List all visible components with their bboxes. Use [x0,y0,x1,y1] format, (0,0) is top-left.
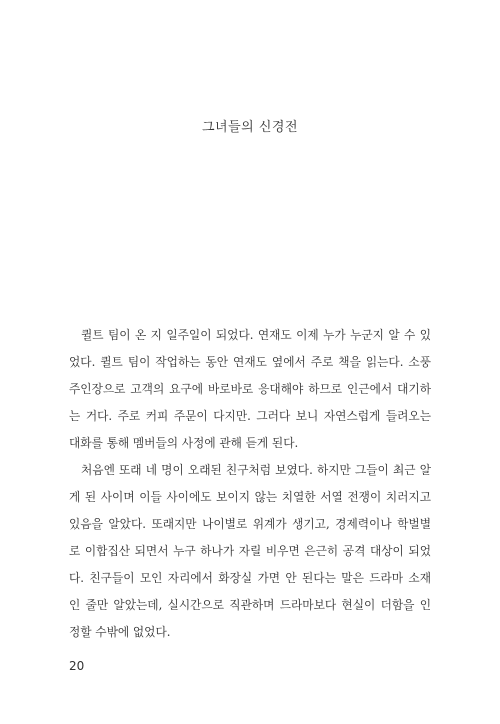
chapter-title: 그녀들의 신경전 [201,120,299,135]
body-text [69,322,431,646]
text-line: 있음을 알았다. 또래지만 나이별로 위계가 생기고, 경제력이나 학벌별 [69,517,431,531]
text-line: 인 줄만 알았는데, 실시간으로 직관하며 드라마보다 현실이 더함을 인 [69,598,431,612]
page-number: 20 [69,659,85,673]
text-line: 퀼트 팀이 온 지 일주일이 되었다. 연재도 이제 누가 누군지 알 수 있 [81,328,431,342]
text-line: 처음엔 또래 네 명이 오래된 친구처럼 보였다. 하지만 그들이 최근 알 [81,463,431,477]
text-line: 대화를 통해 멤버들의 사정에 관해 듣게 된다. [69,436,299,450]
text-line: 정할 수밖에 없었다. [69,625,171,639]
text-line: 게 된 사이며 이들 사이에도 보이지 않는 치열한 서열 전쟁이 치러지고 [69,490,431,504]
text-line: 주인장으로 고객의 요구에 바로바로 응대해야 하므로 인근에서 대기하 [69,382,431,396]
text-line: 다. 친구들이 모인 자리에서 화장실 가면 안 된다는 말은 드라마 소재 [69,571,431,585]
text-line: 는 거다. 주로 커피 주문이 다지만. 그러다 보니 자연스럽게 들려오는 [69,409,431,423]
text-line: 었다. 퀼트 팀이 작업하는 동안 연재도 옆에서 주로 책을 읽는다. 소풍 [69,355,431,369]
text-line: 로 이합집산 되면서 누구 하나가 자릴 비우면 은근히 공격 대상이 되었 [69,544,431,558]
